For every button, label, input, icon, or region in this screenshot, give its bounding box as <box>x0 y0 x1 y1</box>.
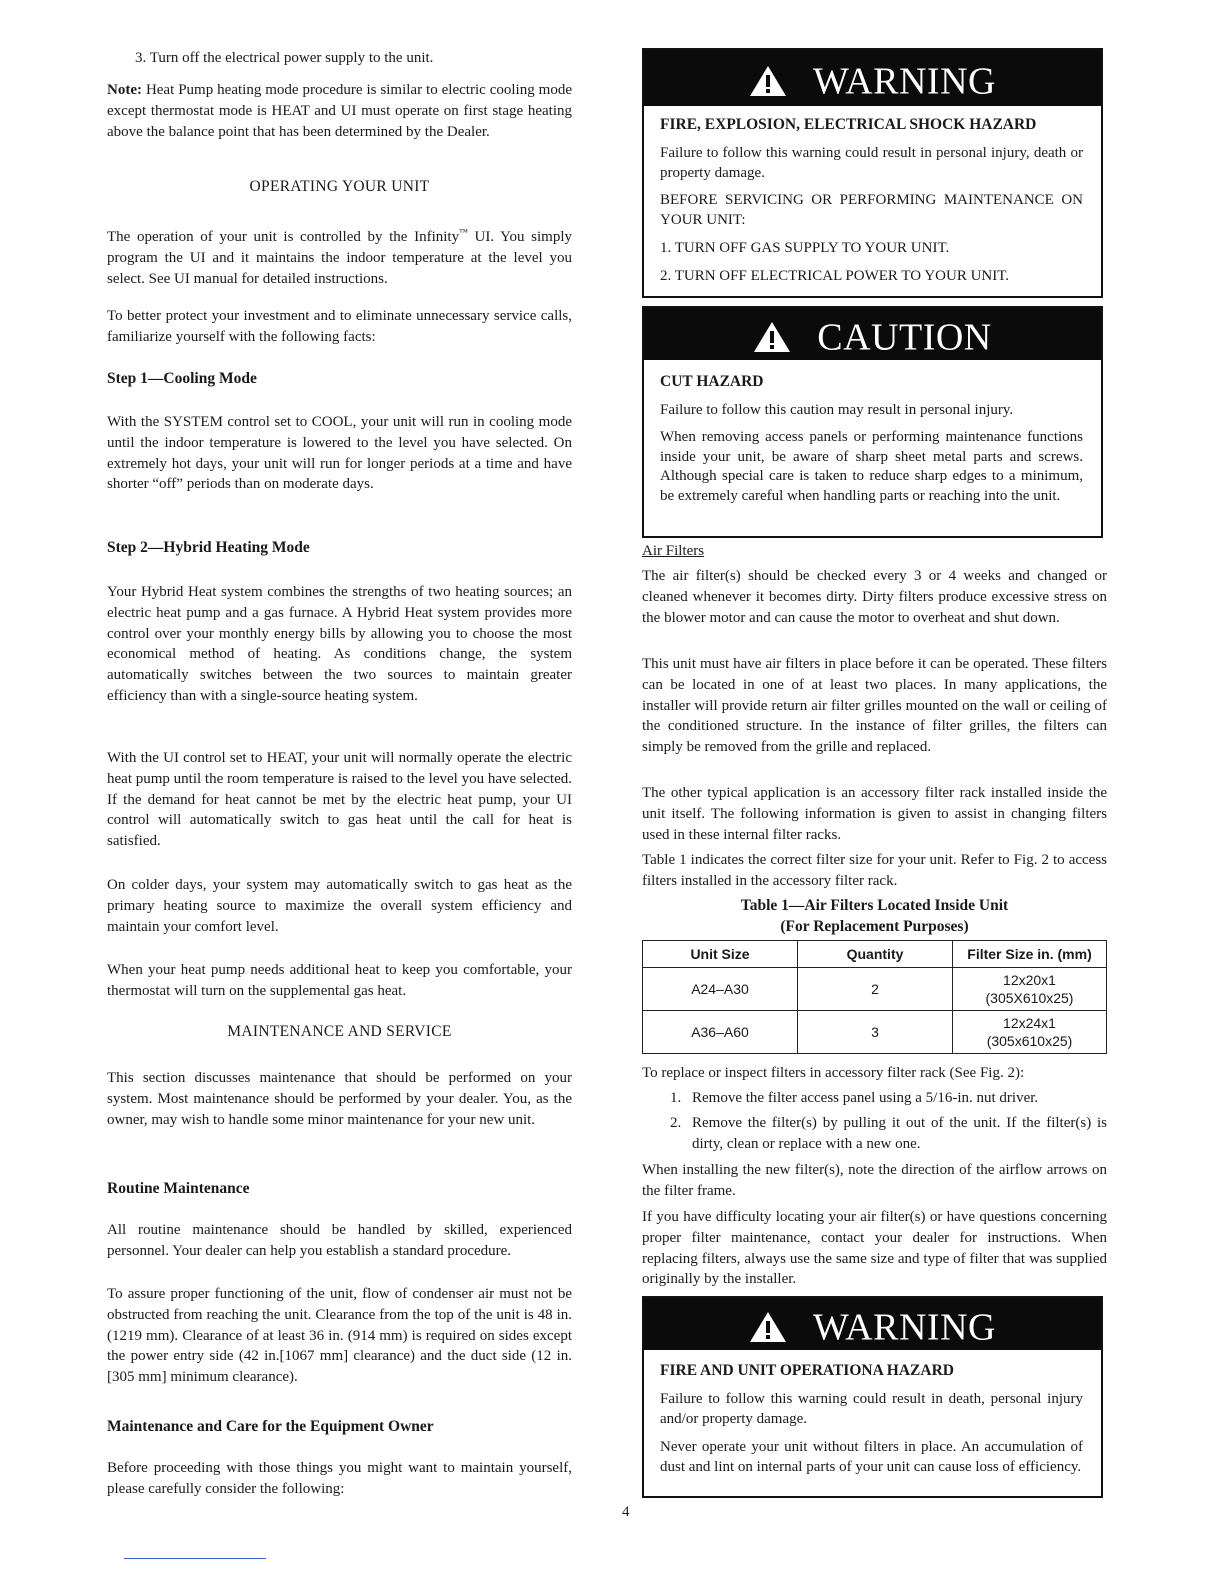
header-unit-size: Unit Size <box>643 941 798 968</box>
list-number-1: 1. <box>670 1090 682 1106</box>
note-text: Heat Pump heating mode procedure is similar to electric cooling mode except thermostat mode is HEAT and UI must operate on first stage heating above the balance point that has been determined by the Dealer. <box>107 82 572 140</box>
cell-unit-size: A24–A30 <box>643 968 798 1011</box>
step-1-text: With the SYSTEM control set to COOL, your unit will run in cooling mode until the indoor temperature is lowered to the level you have selected. On extremely hot days, your unit will run for longer periods at a time and have shorter “off” periods than on moderate days. <box>107 414 572 493</box>
filter-size-mm: (305X610x25) <box>985 990 1074 1006</box>
filter-size-inches: 12x20x1 <box>1003 972 1056 988</box>
step-3-text: 3. Turn off the electrical power supply to the unit. <box>135 50 434 66</box>
air-filters-heading: Air Filters <box>642 543 705 559</box>
warning-banner-1 <box>644 50 1101 106</box>
filter-table <box>642 940 1107 1054</box>
care-text: Before proceeding with those things you might want to maintain yourself, please carefully consider the following: <box>107 1460 572 1497</box>
cell-unit-size: A36–A60 <box>643 1011 798 1054</box>
warning-box-1 <box>642 48 1103 298</box>
warning-1-text-1: Failure to follow this warning could result in personal injury, death or property damage. <box>660 145 1083 181</box>
warning-box-2 <box>642 1296 1103 1498</box>
note-label: Note: <box>107 82 142 98</box>
caution-banner <box>644 308 1101 360</box>
warning-1-heading: FIRE, EXPLOSION, ELECTRICAL SHOCK HAZARD <box>660 116 1037 133</box>
filter-check-paragraph: The air filter(s) should be checked every 3 or 4 weeks and changed or cleaned whenever it becomes dirty. Dirty filters produce excessive stress on the blower motor and can cause the motor to overheat and shut down. <box>642 568 1107 626</box>
care-heading: Maintenance and Care for the Equipment Owner <box>107 1418 434 1435</box>
table-title: Table 1—Air Filters Located Inside Unit <box>740 897 1009 914</box>
install-paragraph: When installing the new filter(s), note the direction of the airflow arrows on the filter frame. <box>642 1162 1107 1199</box>
heat-mode-paragraph: With the UI control set to HEAT, your unit will normally operate the electric heat pump until the room temperature is raised to the level you have selected. If the demand for heat cannot be met by the electric heat pump, your UI control will automatically switch to gas heat until the call for heat is satisfied. <box>107 750 572 850</box>
table-reference-paragraph: Table 1 indicates the correct filter size for your unit. Refer to Fig. 2 to access filters installed in the accessory filter rack. <box>642 852 1107 889</box>
page-number: 4 <box>622 1504 630 1520</box>
caution-banner-text: CAUTION <box>817 316 992 359</box>
list-item-2: Remove the filter(s) by pulling it out of the unit. If the filter(s) is dirty, clean or replace with a new one. <box>692 1115 1107 1152</box>
cell-quantity: 2 <box>798 968 953 1011</box>
cell-filter-size <box>953 1011 1107 1054</box>
header-filter-size: Filter Size in. (mm) <box>953 941 1107 968</box>
replace-intro-paragraph: To replace or inspect filters in accessory filter rack (See Fig. 2): <box>642 1065 1025 1081</box>
trademark-symbol: ™ <box>459 227 468 237</box>
warning-banner-1-text: WARNING <box>813 60 996 103</box>
warning-1-text-2: BEFORE SERVICING OR PERFORMING MAINTENANCE ON YOUR UNIT: <box>660 192 1083 228</box>
clearance-paragraph: To assure proper functioning of the unit, flow of condenser air must not be obstructed from reaching the unit. Clearance from the top of the unit is 48 in. (1219 mm). Clearance of at least 36 in. (914 mm) is required on sides except the power entry side (42 in.[1067 mm] clearance) and the duct side (12 in. [305 mm] minimum clearance). <box>107 1286 572 1386</box>
warning-triangle-icon <box>749 1311 787 1343</box>
header-quantity: Quantity <box>798 941 953 968</box>
warning-1-item-1: 1. TURN OFF GAS SUPPLY TO YOUR UNIT. <box>660 240 950 256</box>
footer-line <box>124 1558 266 1559</box>
step-1-heading: Step 1—Cooling Mode <box>107 370 257 387</box>
cell-quantity: 3 <box>798 1011 953 1054</box>
routine-maintenance-text: All routine maintenance should be handled by skilled, experienced personnel. Your dealer can help you establish a standard procedure. <box>107 1222 572 1259</box>
operation-text-a: The operation of your unit is controlled by the Infinity <box>107 229 460 245</box>
heading-maintenance-and-service: MAINTENANCE AND SERVICE <box>227 1023 452 1040</box>
warning-2-heading: FIRE AND UNIT OPERATIONA HAZARD <box>660 1362 954 1379</box>
warning-2-text-1: Failure to follow this warning could result in death, personal injury and/or property damage. <box>660 1391 1083 1427</box>
table-header-row <box>643 941 1107 968</box>
operation-text-b: UI. You simply program the UI and it maintains the indoor temperature at the level you select. See UI manual for detailed instructions. <box>107 229 572 287</box>
caution-text-2: When removing access panels or performing maintenance functions inside your unit, be aware of sharp sheet metal parts and screws. Although special care is taken to reduce sharp edges to a minimum, be extremely careful when handling parts or reaching into the unit. <box>660 429 1083 504</box>
warning-1-item-2: 2. TURN OFF ELECTRICAL POWER TO YOUR UNIT. <box>660 268 1010 284</box>
warning-2-text-2: Never operate your unit without filters in place. An accumulation of dust and lint on internal parts of your unit can cause loss of efficiency. <box>660 1439 1083 1475</box>
table-row <box>643 1011 1107 1054</box>
filter-size-mm: (305x610x25) <box>986 1033 1073 1049</box>
table-row <box>643 968 1107 1011</box>
list-number-2: 2. <box>670 1115 682 1131</box>
caution-triangle-icon <box>753 321 791 353</box>
caution-heading: CUT HAZARD <box>660 373 764 390</box>
table-subtitle: (For Replacement Purposes) <box>780 918 969 935</box>
warning-banner-2 <box>644 1298 1101 1350</box>
protect-paragraph: To better protect your investment and to eliminate unnecessary service calls, familiarize yourself with the following facts: <box>107 308 572 345</box>
step-2-heading: Step 2—Hybrid Heating Mode <box>107 539 310 556</box>
section-intro-paragraph: This section discusses maintenance that should be performed on your system. Most maintenance should be performed by your dealer. You, as the owner, may wish to handle some minor maintenance for your new unit. <box>107 1070 572 1128</box>
list-item-1: Remove the filter access panel using a 5/16-in. nut driver. <box>692 1090 1039 1106</box>
difficulty-paragraph: If you have difficulty locating your air filter(s) or have questions concerning proper filter maintenance, contact your dealer for instructions. When replacing filters, always use the same size and type of filter that was supplied originally by the installer. <box>642 1209 1107 1288</box>
filter-in-place-paragraph: This unit must have air filters in place before it can be operated. These filters can be located in one of at least two places. In many applications, the installer will provide return air filter grilles mounted on the wall or ceiling of the conditioned structure. In the instance of filter grilles, the filters can simply be removed from the grille and replaced. <box>642 656 1107 756</box>
note-paragraph <box>107 80 572 142</box>
operation-paragraph <box>107 222 572 289</box>
step-2-text: Your Hybrid Heat system combines the strengths of two heating sources; an electric heat pump and a gas furnace. A Hybrid Heat system provides more control over your monthly energy bills by allowing you to choose the most economical method of heating. As conditions change, the system automatically switches between the two sources to maintain greater efficiency than with a single-source heating system. <box>107 584 572 704</box>
caution-text-1: Failure to follow this caution may result in personal injury. <box>660 402 1014 418</box>
cell-filter-size <box>953 968 1107 1011</box>
warning-banner-2-text: WARNING <box>813 1306 996 1349</box>
heading-operating-your-unit: OPERATING YOUR UNIT <box>249 178 430 195</box>
warning-triangle-icon <box>749 65 787 97</box>
colder-days-paragraph: On colder days, your system may automatically switch to gas heat as the primary heating source to maximize the overall system efficiency and maintain your comfort level. <box>107 877 572 935</box>
routine-maintenance-heading: Routine Maintenance <box>107 1180 250 1197</box>
filter-size-inches: 12x24x1 <box>1003 1015 1056 1031</box>
caution-box <box>642 306 1103 538</box>
supplemental-heat-paragraph: When your heat pump needs additional heat to keep you comfortable, your thermostat will turn on the supplemental gas heat. <box>107 962 572 999</box>
filter-rack-paragraph: The other typical application is an accessory filter rack installed inside the unit itself. The following information is given to assist in changing filters used in these internal filter racks. <box>642 785 1107 843</box>
